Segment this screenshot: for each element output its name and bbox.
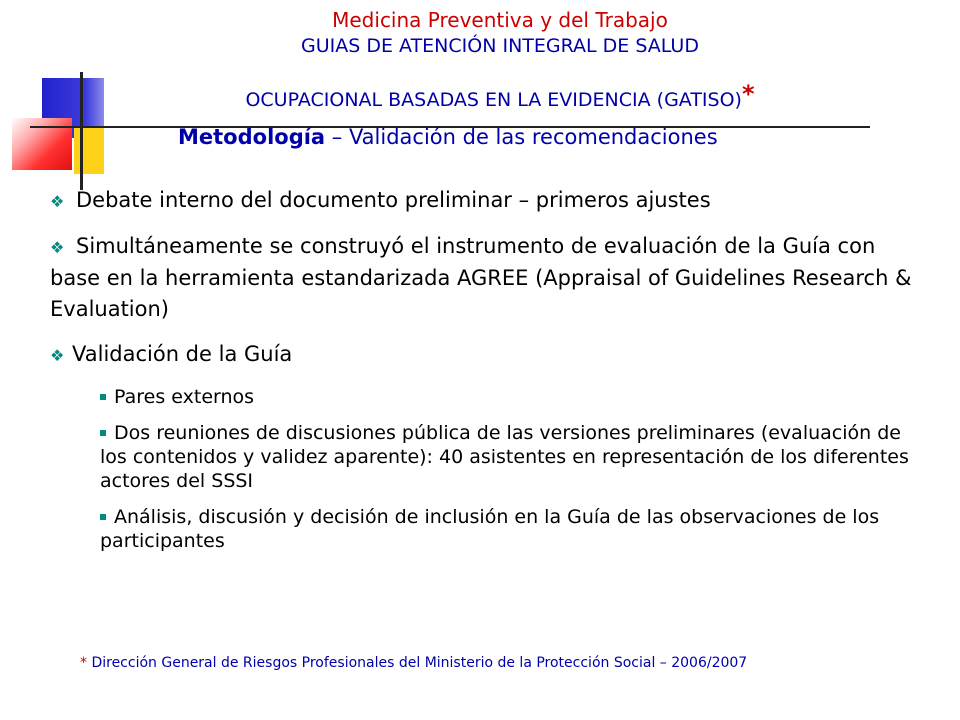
subtitle-rest: – Validación de las recomendaciones xyxy=(325,125,718,149)
square-bullet-icon xyxy=(100,514,106,520)
diamond-bullet-icon: ❖ xyxy=(50,346,65,365)
bullet-text: Debate interno del documento preliminar – primeros ajustes xyxy=(76,188,711,212)
sub-bullet-item xyxy=(100,505,920,553)
footnote-star: * xyxy=(80,655,87,671)
sub-bullet-item xyxy=(100,385,920,409)
bullet-item xyxy=(50,231,920,325)
square-bullet-icon xyxy=(100,430,106,436)
slide-subtitle xyxy=(178,125,718,149)
bullet-item xyxy=(50,185,920,217)
slide-content xyxy=(50,185,920,565)
bullet-item xyxy=(50,339,920,371)
bullet-text: Validación de la Guía xyxy=(72,342,293,366)
footnote-star: * xyxy=(741,80,755,108)
header-line-3-text: OCUPACIONAL BASADAS EN LA EVIDENCIA (GATISO) xyxy=(245,89,742,111)
vertical-rule xyxy=(80,72,83,190)
decorative-logo xyxy=(0,0,140,190)
header-line-3 xyxy=(120,80,880,111)
sub-bullet-text: Dos reuniones de discusiones pública de las versiones preliminares (evaluación de los contenidos y validez aparente): 40 asistentes en representación de los diferentes actores del SSSI xyxy=(100,422,909,492)
sub-bullet-item xyxy=(100,421,920,493)
diamond-bullet-icon: ❖ xyxy=(50,238,65,257)
footnote xyxy=(80,655,920,671)
sub-bullet-text: Pares externos xyxy=(114,386,255,408)
bullet-text: Simultáneamente se construyó el instrumento de evaluación de la Guía con base en la herramienta estandarizada AGREE (Appraisal of Guidelines Research & Evaluation) xyxy=(50,234,912,321)
square-bullet-icon xyxy=(100,394,106,400)
header-line-1: Medicina Preventiva y del Trabajo xyxy=(332,8,668,32)
header-line-2: GUIAS DE ATENCIÓN INTEGRAL DE SALUD xyxy=(301,35,699,57)
sub-bullet-text: Análisis, discusión y decisión de inclusión en la Guía de las observaciones de los participantes xyxy=(100,506,880,552)
yellow-square-shape xyxy=(74,126,104,174)
diamond-bullet-icon: ❖ xyxy=(50,192,65,211)
subtitle-bold: Metodología xyxy=(178,125,326,149)
footnote-text: Dirección General de Riesgos Profesionales del Ministerio de la Protección Social – 2006/2007 xyxy=(87,655,748,671)
